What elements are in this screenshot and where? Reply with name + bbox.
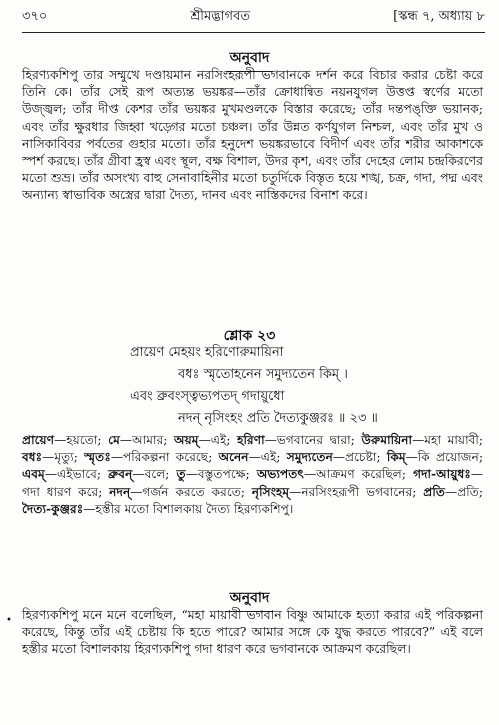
synonym-meaning: মহা মায়াবী;	[424, 433, 484, 447]
header-rule	[22, 32, 485, 33]
synonym-meaning: নরসিংহরূপী ভগবানের;	[301, 484, 417, 499]
translation-heading-text: অনুবাদ	[226, 586, 274, 612]
verse-line: প্রায়েণ মেহয়ং হরিণোরুমায়িনা	[130, 345, 284, 360]
synonym-term: গদা-আয়ুধঃ	[413, 467, 471, 482]
synonyms-paragraph: প্রায়েণ—হয়তো; মে—আমার; অয়ম্—এই; হরিণা—ভগবানের দ্বারা; উরুমায়িনা—মহা মায়াবী; বধঃ—মৃত্যু; স্মৃতঃ—পরিকল্পনা করেছে; অনেন—এই; সমুদ্যতেন—প্রচেষ্টা; কিম্—কি প্রয়োজন; এবম্—এইভাবে; ব্রুবন্—বলে; তু—বস্তুতপক্ষে; অভ্যপতৎ—আক্রমণ করেছিল; গদা-আয়ুধঃ—গদা ধারণ করে; নদন্—গর্জন করতে করতে; নৃসিংহম্—নরসিংহরূপী ভগবানের; প্রতি—প্রতি; দৈত্য-কুঞ্জরঃ—হস্তীর মতো বিশালকায় দৈত্য হিরণ্যকশিপু।	[22, 433, 484, 516]
synonym-meaning: প্রচেষ্টা;	[345, 450, 381, 465]
synonym-meaning: বস্তুতপক্ষে;	[197, 467, 250, 482]
synonym-meaning: এইভাবে;	[57, 467, 102, 482]
synonyms-block	[22, 432, 483, 518]
synonym-term: প্রায়েণ	[22, 433, 55, 447]
running-header	[22, 4, 485, 30]
verse-block	[22, 342, 483, 430]
translation-heading-text: অনুবাদ	[226, 46, 274, 72]
book-title: শ্রীমদ্ভাগবত	[190, 8, 251, 24]
synonym-term: সমুদ্যতেন	[286, 450, 333, 465]
translation-block-2	[22, 606, 483, 658]
synonym-meaning: আমার;	[132, 433, 168, 447]
synonym-meaning: পরিকল্পনা করেছে;	[123, 450, 213, 465]
verse-heading-text: শ্লোক ২৩	[223, 328, 276, 344]
synonym-term: মে	[108, 433, 120, 447]
synonym-meaning: ভগবানের দ্বারা;	[276, 433, 355, 447]
synonym-term: হরিণা	[237, 433, 265, 447]
synonym-term: অভ্যপতৎ	[256, 467, 304, 482]
synonym-meaning: আক্রমণ করেছিল;	[316, 467, 406, 482]
synonym-term: দৈত্য-কুঞ্জরঃ	[22, 501, 84, 516]
synonym-term: স্মৃতঃ	[84, 450, 111, 465]
synonym-term: কিম্	[386, 450, 406, 465]
synonym-term: তু	[176, 467, 186, 482]
verse-line: নদন্ নৃসিংহং প্রতি দৈত্যকুঞ্জরঃ ॥ ২৩ ॥	[178, 411, 378, 426]
synonym-term: বধঃ	[22, 450, 43, 465]
synonym-term: নদন্	[109, 484, 131, 499]
synonym-meaning: কি প্রয়োজন;	[417, 450, 484, 465]
margin-mark: •	[6, 615, 12, 626]
synonym-meaning: হস্তীর মতো বিশালকায় দৈত্য হিরণ্যকশিপু।	[95, 501, 294, 516]
synonym-term: ব্রুবন্	[108, 467, 133, 482]
synonym-meaning: প্রতি;	[457, 484, 484, 499]
verse-line: বধঃ স্মৃতোহনেন সমুদ্যতেন কিম্ ।	[178, 367, 348, 382]
synonym-meaning: হয়তো;	[66, 433, 102, 447]
section-reference: [স্কন্ধ ৭, অধ্যায় ৮	[393, 8, 485, 24]
synonym-term: নৃসিংহম্	[251, 484, 290, 499]
synonym-term: অয়ম্	[174, 433, 199, 447]
translation-paragraph: হিরণ্যকশিপু তার সম্মুখে দণ্ডায়মান নরসিংহরূপী ভগবানকে দর্শন করে বিচার করার চেষ্টা করে তিনি কে। তাঁর সেই রূপ অত্যন্ত ভয়ঙ্কর—তাঁর ক্রোধান্বিত নয়নযুগল উত্তপ্ত স্বর্ণের মতো উজ্জ্বল; তাঁর দীপ্ত কেশর তাঁর ভয়ঙ্কর মুখমণ্ডলকে বিস্তার করেছে; তাঁর দন্তপঙ্‌ক্তি ভয়ানক; এবং তাঁর ক্ষুরধার জিহ্বা খড়্গের মতো চঞ্চল। তাঁর উন্নত কর্ণযুগল নিশ্চল, এবং তাঁর মুখ ও নাসিকাবিবর পর্বতের গুহার মতো। তাঁর হনুদেশ ভয়ঙ্করভাবে বিদীর্ণ এবং তাঁর শরীর আকাশকে স্পর্শ করছে। তাঁর গ্রীবা হ্রস্ব এবং স্থূল, বক্ষ বিশাল, উদর কৃশ, এবং তাঁর দেহের লোম চন্দ্রকিরণের মতো শুভ্র। তাঁর অসংখ্য বাহু সেনাবাহিনীর মতো চতুর্দিকে বিস্তৃত হয়ে শঙ্খ, চক্র, গদা, পদ্ম এবং অন্যান্য স্বাভাবিক অস্ত্রের দ্বারা দৈত্য, দানব এবং নাস্তিকদের বিনাশ করে।	[22, 67, 483, 203]
verse-line: এবং ব্রুবংস্ত্বভ্যপতদ্ গদায়ুধো	[130, 389, 285, 404]
translation-block	[22, 66, 483, 204]
synonym-meaning: মৃত্যু;	[54, 450, 78, 465]
synonym-term: প্রতি	[423, 484, 445, 499]
synonym-meaning: এই;	[260, 450, 281, 465]
synonym-meaning: গদা ধারণ করে;	[22, 484, 103, 499]
synonym-meaning: এই;	[210, 433, 231, 447]
synonym-meaning: বলে;	[144, 467, 170, 482]
synonym-term: এবম্	[22, 467, 45, 482]
synonym-term: উরুমায়িনা	[361, 433, 413, 447]
page-number: ৩৭০	[22, 8, 48, 24]
synonym-meaning: গর্জন করতে করতে;	[142, 484, 245, 499]
translation-paragraph-2: হিরণ্যকশিপু মনে মনে বলেছিল, “মহা মায়াবী ভগবান বিষ্ণু আমাকে হত্যা করার এই পরিকল্পনা করেছে, কিন্তু তাঁর এই চেষ্টায় কি হতে পারে? আমার সঙ্গে কে যুদ্ধ করতে পারবে?” এই বলে হস্তীর মতো বিশালকায় হিরণ্যকশিপু গদা ধারণ করে ভগবানকে আক্রমণ করেছিল।	[22, 607, 483, 657]
synonym-term: অনেন	[218, 450, 249, 465]
